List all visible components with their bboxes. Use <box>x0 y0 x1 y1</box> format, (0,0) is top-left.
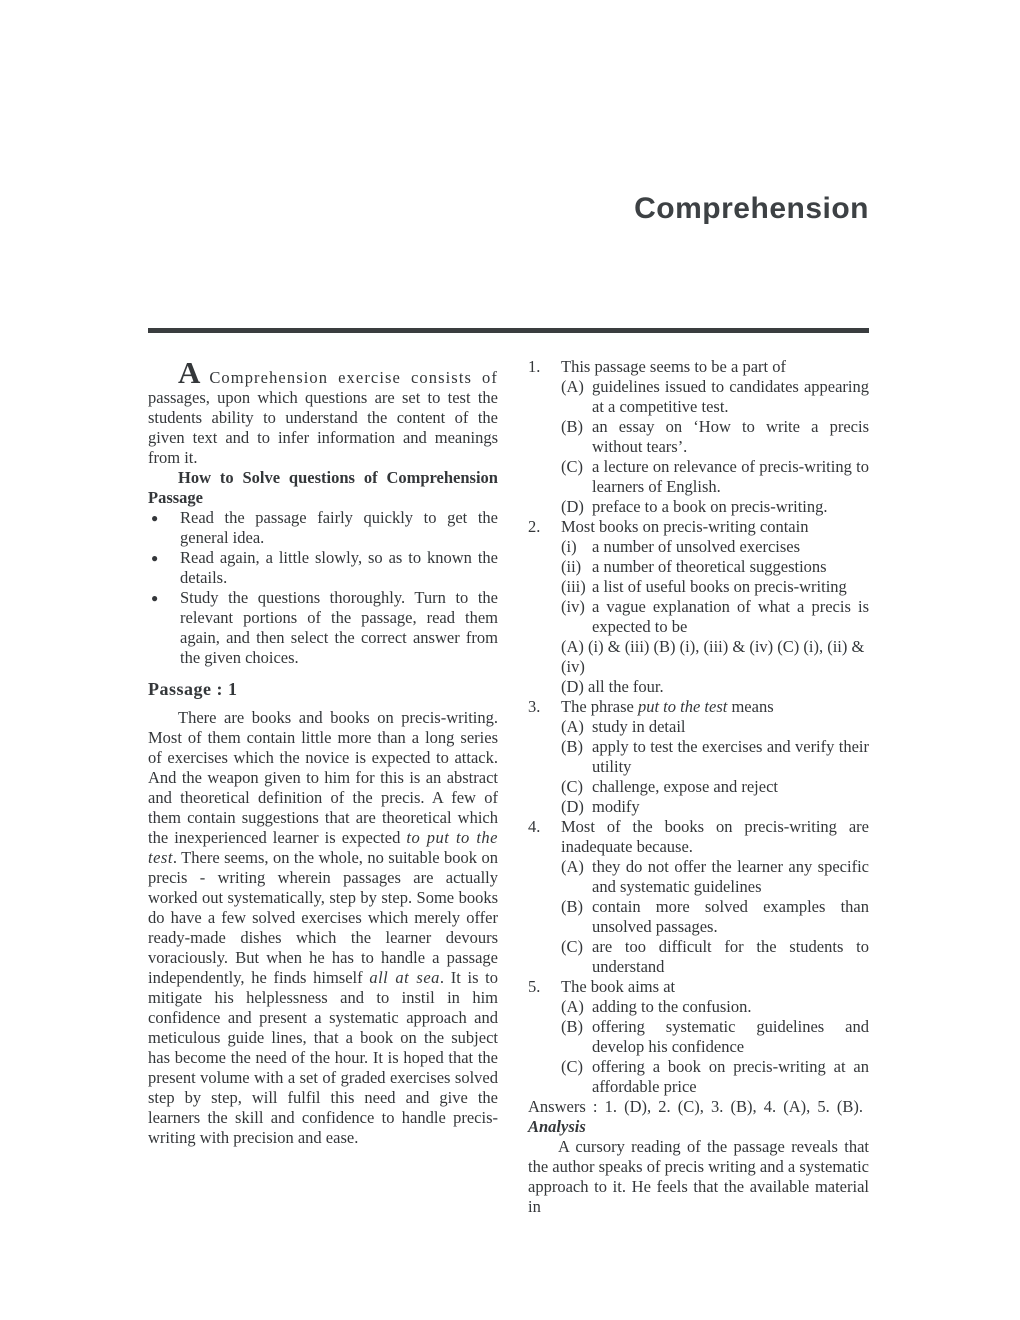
bullet-text: Study the questions thoroughly. Turn to the relevant portions of the passage, read them again, and then select the correct answer from the given choices. <box>180 588 498 667</box>
question-body <box>561 517 869 697</box>
option-row <box>561 717 869 737</box>
analysis-paragraph: A cursory reading of the passage reveals that the author speaks of precis writing and a systematic approach to it. He feels that the available material in <box>528 1137 869 1216</box>
two-column-layout <box>148 357 869 1217</box>
question-body <box>561 977 869 1097</box>
option-row <box>561 1017 869 1057</box>
question-number: 2. <box>528 517 541 536</box>
subitem-row <box>561 597 869 637</box>
option-row <box>561 777 869 797</box>
question-3 <box>528 697 869 817</box>
option-label: (C) <box>561 937 583 956</box>
passage-heading: Passage : 1 <box>148 679 238 699</box>
option-row <box>561 377 869 417</box>
option-row <box>561 997 869 1017</box>
option-label: (C) <box>561 1057 583 1076</box>
passage-text: . There seems, on the whole, no suitable book on precis - writing wherein passages are actually worked out systematically, step by step. Some books do have a few solved exercises which merely offer ready-made dishes which the learner devours voraciously. But when he has to handle a passage independently, he finds himself <box>148 848 498 987</box>
subitem-label: (iii) <box>561 577 586 596</box>
question-1 <box>528 357 869 517</box>
option-text: a lecture on relevance of precis-writing to learners of English. <box>592 457 869 496</box>
bullet-icon: ● <box>151 511 159 525</box>
option-label: (A) <box>561 857 584 876</box>
bullet-icon: ● <box>151 551 159 565</box>
passage-text: . It is to mitigate his helplessness and to instil in him confidence and present a systematic approach and meticulous guide lines, that a book on the subject has become the need of the hour. It is hoped that the present volume with a set of graded exercises solved step by step, will fulfil this need and give the learners the skill and confidence to handle precis-writing with precision and ease. <box>148 968 499 1147</box>
option-label: (C) <box>561 457 583 476</box>
subitem-text: a number of unsolved exercises <box>592 537 801 556</box>
option-row <box>561 857 869 897</box>
bullet-item <box>148 548 498 588</box>
subitem-row <box>561 537 869 557</box>
bullet-text: Read the passage fairly quickly to get the general idea. <box>180 508 498 547</box>
subitem-row <box>561 557 869 577</box>
intro-lead-text: Comprehension exercise consists of <box>209 368 498 387</box>
option-text: modify <box>592 797 640 816</box>
question-text: The phrase put to the test means <box>561 697 774 716</box>
option-text: contain more solved examples than unsolved passages. <box>592 897 869 936</box>
left-column <box>148 357 498 1217</box>
subitem-row <box>561 577 869 597</box>
option-text: study in detail <box>592 717 686 736</box>
option-row <box>561 737 869 777</box>
dropcap-letter: A <box>178 355 203 390</box>
question-body <box>561 817 869 977</box>
option-label: (C) <box>561 777 583 796</box>
question-2 <box>528 517 869 697</box>
option-text: adding to the confusion. <box>592 997 752 1016</box>
option-text: guidelines issued to candidates appearing at a competitive test. <box>592 377 869 416</box>
option-row <box>561 897 869 937</box>
question-italic-phrase: put to the test <box>637 697 728 716</box>
intro-body-text: passages, upon which questions are set to test the students ability to understand the content of the given text and to infer information and meanings from it. <box>148 388 498 467</box>
intro-paragraph <box>148 357 498 468</box>
subitem-text: a vague explanation of what a precis is expected to be <box>592 597 869 636</box>
right-column <box>528 357 869 1217</box>
title-divider-rule <box>148 328 869 333</box>
option-row <box>561 417 869 457</box>
question-4 <box>528 817 869 977</box>
question-number: 5. <box>528 977 541 996</box>
document-page <box>148 0 869 1320</box>
question-text: Most books on precis-writing contain <box>561 517 809 536</box>
option-row <box>561 937 869 977</box>
option-text: offering systematic guidelines and develop his confidence <box>592 1017 869 1056</box>
subitem-label: (i) <box>561 537 577 556</box>
analysis-heading: Analysis <box>528 1117 586 1136</box>
question-5 <box>528 977 869 1097</box>
subitem-label: (iv) <box>561 597 585 616</box>
option-text: are too difficult for the students to understand <box>592 937 869 976</box>
combined-options-line: (A) (i) & (iii) (B) (i), (iii) & (iv) (C) (i), (ii) & (iv) <box>561 637 865 676</box>
option-d-line: (D) all the four. <box>561 677 664 696</box>
bullet-list <box>148 508 498 668</box>
question-text: The book aims at <box>561 977 676 996</box>
bullet-item <box>148 508 498 548</box>
question-number: 3. <box>528 697 541 716</box>
passage-italic-phrase: to put to the test <box>148 828 498 867</box>
question-number: 1. <box>528 357 541 376</box>
subitem-label: (ii) <box>561 557 582 576</box>
passage-italic-phrase: all at sea <box>369 968 440 987</box>
option-row <box>561 1057 869 1097</box>
option-label: (B) <box>561 417 583 436</box>
option-label: (B) <box>561 1017 583 1036</box>
option-label: (D) <box>561 497 584 516</box>
subitem-text: a number of theoretical suggestions <box>592 557 827 576</box>
answers-line: Answers : 1. (D), 2. (C), 3. (B), 4. (A), 5. (B). <box>528 1097 863 1116</box>
option-text: offering a book on precis-writing at an affordable price <box>592 1057 869 1096</box>
option-row <box>561 797 869 817</box>
page-title: Comprehension <box>634 192 869 225</box>
option-text: apply to test the exercises and verify their utility <box>592 737 869 776</box>
passage-text: There are books and books on precis-writing. Most of them contain little more than a long series of exercises which the novice is expected to attack. And the weapon given to him for this is an abstract and theoretical definition of the precis. A few of them contain suggestions that are theoretical which the inexperienced learner is expected <box>148 708 498 847</box>
question-body <box>561 357 869 517</box>
question-text: Most of the books on precis-writing are inadequate because. <box>561 817 869 856</box>
option-row <box>561 457 869 497</box>
question-text: This passage seems to be a part of <box>561 357 786 376</box>
subitem-text: a list of useful books on precis-writing <box>592 577 847 596</box>
howto-heading: How to Solve questions of Comprehension Passage <box>148 468 498 507</box>
option-text: they do not offer the learner any specific and systematic guidelines <box>592 857 869 896</box>
bullet-item <box>148 588 498 668</box>
question-body <box>561 697 869 817</box>
bullet-icon: ● <box>151 591 159 605</box>
option-label: (A) <box>561 377 584 396</box>
option-label: (A) <box>561 997 584 1016</box>
option-text: an essay on ‘How to write a precis without tears’. <box>592 417 869 456</box>
option-label: (D) <box>561 797 584 816</box>
bullet-text: Read again, a little slowly, so as to known the details. <box>180 548 498 587</box>
option-text: preface to a book on precis-writing. <box>592 497 828 516</box>
option-label: (B) <box>561 737 583 756</box>
option-label: (B) <box>561 897 583 916</box>
option-text: challenge, expose and reject <box>592 777 778 796</box>
option-label: (A) <box>561 717 584 736</box>
option-row <box>561 497 869 517</box>
passage-paragraph <box>148 708 498 1148</box>
question-number: 4. <box>528 817 541 836</box>
